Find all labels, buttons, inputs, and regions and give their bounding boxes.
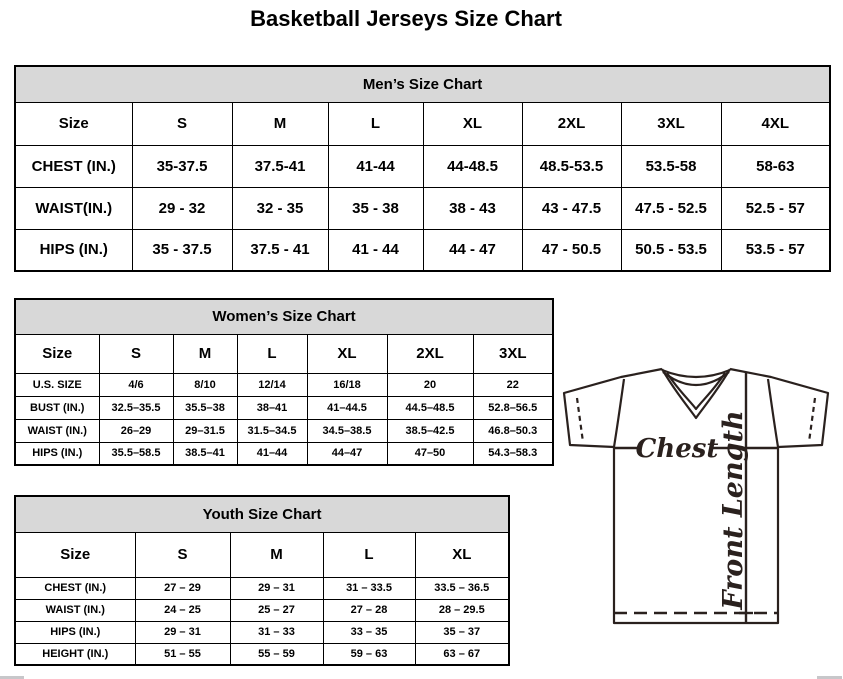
men-cell-0-3: 44-48.5	[423, 145, 522, 187]
women-cell-1-5: 52.8–56.5	[473, 396, 553, 419]
women-cell-0-1: 8/10	[173, 373, 237, 396]
women-cell-3-1: 38.5–41	[173, 442, 237, 465]
men-column-header-0: Size	[15, 102, 132, 145]
men-column-header-1: S	[132, 102, 232, 145]
youth-column-header-1: S	[135, 532, 230, 577]
men-table-row-2	[15, 229, 830, 271]
women-cell-0-0: 4/6	[99, 373, 173, 396]
youth-table-row-3	[15, 643, 509, 665]
women-row-label-0: U.S. SIZE	[15, 373, 99, 396]
women-cell-2-0: 26–29	[99, 419, 173, 442]
women-cell-0-4: 20	[387, 373, 473, 396]
youth-column-header-2: M	[230, 532, 323, 577]
men-cell-0-5: 53.5-58	[621, 145, 721, 187]
page-title: Basketball Jerseys Size Chart	[250, 6, 562, 31]
women-table-row-2	[15, 419, 553, 442]
women-cell-2-1: 29–31.5	[173, 419, 237, 442]
youth-cell-3-1: 55 – 59	[230, 643, 323, 665]
men-cell-1-6: 52.5 - 57	[721, 187, 830, 229]
women-row-label-1: BUST (IN.)	[15, 396, 99, 419]
women-cell-3-4: 47–50	[387, 442, 473, 465]
men-cell-1-4: 43 - 47.5	[522, 187, 621, 229]
men-cell-1-2: 35 - 38	[328, 187, 423, 229]
chest-label: Chest	[635, 434, 719, 464]
men-cell-1-5: 47.5 - 52.5	[621, 187, 721, 229]
women-cell-0-2: 12/14	[237, 373, 307, 396]
women-column-header-0: Size	[15, 334, 99, 373]
women-column-header-5: 2XL	[387, 334, 473, 373]
men-cell-0-1: 37.5-41	[232, 145, 328, 187]
youth-table-row-1	[15, 599, 509, 621]
jersey-armhole-left	[614, 379, 624, 447]
youth-cell-2-0: 29 – 31	[135, 621, 230, 643]
women-cell-1-1: 35.5–38	[173, 396, 237, 419]
youth-table-row-0	[15, 577, 509, 599]
men-cell-2-3: 44 - 47	[423, 229, 522, 271]
men-table-title: Men’s Size Chart	[15, 66, 830, 102]
youth-cell-2-3: 35 – 37	[415, 621, 509, 643]
women-column-header-3: L	[237, 334, 307, 373]
men-cell-2-4: 47 - 50.5	[522, 229, 621, 271]
men-column-header-2: M	[232, 102, 328, 145]
women-table-row-3	[15, 442, 553, 465]
women-table-row-1	[15, 396, 553, 419]
women-row-label-2: WAIST (IN.)	[15, 419, 99, 442]
mens-size-table	[14, 65, 831, 272]
women-column-header-6: 3XL	[473, 334, 553, 373]
youth-table-row-2	[15, 621, 509, 643]
men-cell-0-2: 41-44	[328, 145, 423, 187]
men-cell-1-0: 29 - 32	[132, 187, 232, 229]
youth-cell-2-1: 31 – 33	[230, 621, 323, 643]
jersey-outline	[564, 369, 828, 623]
women-cell-3-3: 44–47	[307, 442, 387, 465]
youth-column-header-0: Size	[15, 532, 135, 577]
youth-column-header-3: L	[323, 532, 415, 577]
women-cell-1-4: 44.5–48.5	[387, 396, 473, 419]
womens-size-table	[14, 298, 554, 466]
jersey-measurement-diagram	[556, 360, 842, 665]
women-column-header-1: S	[99, 334, 173, 373]
men-cell-2-5: 50.5 - 53.5	[621, 229, 721, 271]
men-column-header-6: 3XL	[621, 102, 721, 145]
front-length-label: Front Length	[718, 410, 749, 610]
men-table-row-1	[15, 187, 830, 229]
men-column-header-7: 4XL	[721, 102, 830, 145]
women-cell-0-3: 16/18	[307, 373, 387, 396]
men-cell-0-0: 35-37.5	[132, 145, 232, 187]
youth-row-label-2: HIPS (IN.)	[15, 621, 135, 643]
women-cell-1-2: 38–41	[237, 396, 307, 419]
men-cell-0-4: 48.5-53.5	[522, 145, 621, 187]
men-column-header-5: 2XL	[522, 102, 621, 145]
women-table-title: Women’s Size Chart	[15, 299, 553, 334]
youth-cell-3-2: 59 – 63	[323, 643, 415, 665]
youth-cell-0-2: 31 – 33.5	[323, 577, 415, 599]
women-cell-3-5: 54.3–58.3	[473, 442, 553, 465]
women-cell-2-4: 38.5–42.5	[387, 419, 473, 442]
women-cell-3-2: 41–44	[237, 442, 307, 465]
youth-cell-3-3: 63 – 67	[415, 643, 509, 665]
women-cell-2-2: 31.5–34.5	[237, 419, 307, 442]
youth-cell-1-0: 24 – 25	[135, 599, 230, 621]
men-cell-2-2: 41 - 44	[328, 229, 423, 271]
men-cell-2-0: 35 - 37.5	[132, 229, 232, 271]
men-cell-2-1: 37.5 - 41	[232, 229, 328, 271]
youth-row-label-3: HEIGHT (IN.)	[15, 643, 135, 665]
men-column-header-4: XL	[423, 102, 522, 145]
men-row-label-1: WAIST(IN.)	[15, 187, 132, 229]
men-table-row-0	[15, 145, 830, 187]
women-cell-0-5: 22	[473, 373, 553, 396]
women-cell-3-0: 35.5–58.5	[99, 442, 173, 465]
youth-row-label-1: WAIST (IN.)	[15, 599, 135, 621]
men-row-label-0: CHEST (IN.)	[15, 145, 132, 187]
women-cell-2-3: 34.5–38.5	[307, 419, 387, 442]
youth-row-label-0: CHEST (IN.)	[15, 577, 135, 599]
women-cell-2-5: 46.8–50.3	[473, 419, 553, 442]
youth-cell-1-1: 25 – 27	[230, 599, 323, 621]
youth-cell-0-0: 27 – 29	[135, 577, 230, 599]
jersey-cuff-stitch-right	[809, 398, 815, 442]
youth-size-table	[14, 495, 510, 666]
men-cell-1-3: 38 - 43	[423, 187, 522, 229]
women-column-header-4: XL	[307, 334, 387, 373]
youth-cell-1-2: 27 – 28	[323, 599, 415, 621]
men-cell-1-1: 32 - 35	[232, 187, 328, 229]
men-cell-2-6: 53.5 - 57	[721, 229, 830, 271]
youth-cell-0-1: 29 – 31	[230, 577, 323, 599]
men-column-header-3: L	[328, 102, 423, 145]
women-cell-1-3: 41–44.5	[307, 396, 387, 419]
women-table-row-0	[15, 373, 553, 396]
youth-cell-1-3: 28 – 29.5	[415, 599, 509, 621]
youth-column-header-4: XL	[415, 532, 509, 577]
youth-cell-2-2: 33 – 35	[323, 621, 415, 643]
youth-cell-3-0: 51 – 55	[135, 643, 230, 665]
men-row-label-2: HIPS (IN.)	[15, 229, 132, 271]
women-cell-1-0: 32.5–35.5	[99, 396, 173, 419]
jersey-collar-arc-top	[662, 370, 730, 377]
men-cell-0-6: 58-63	[721, 145, 830, 187]
jersey-armhole-right	[768, 379, 778, 447]
women-column-header-2: M	[173, 334, 237, 373]
jersey-cuff-stitch-left	[577, 398, 583, 442]
women-row-label-3: HIPS (IN.)	[15, 442, 99, 465]
youth-cell-0-3: 33.5 – 36.5	[415, 577, 509, 599]
youth-table-title: Youth Size Chart	[15, 496, 509, 532]
jersey-diagram-icon	[556, 360, 842, 665]
